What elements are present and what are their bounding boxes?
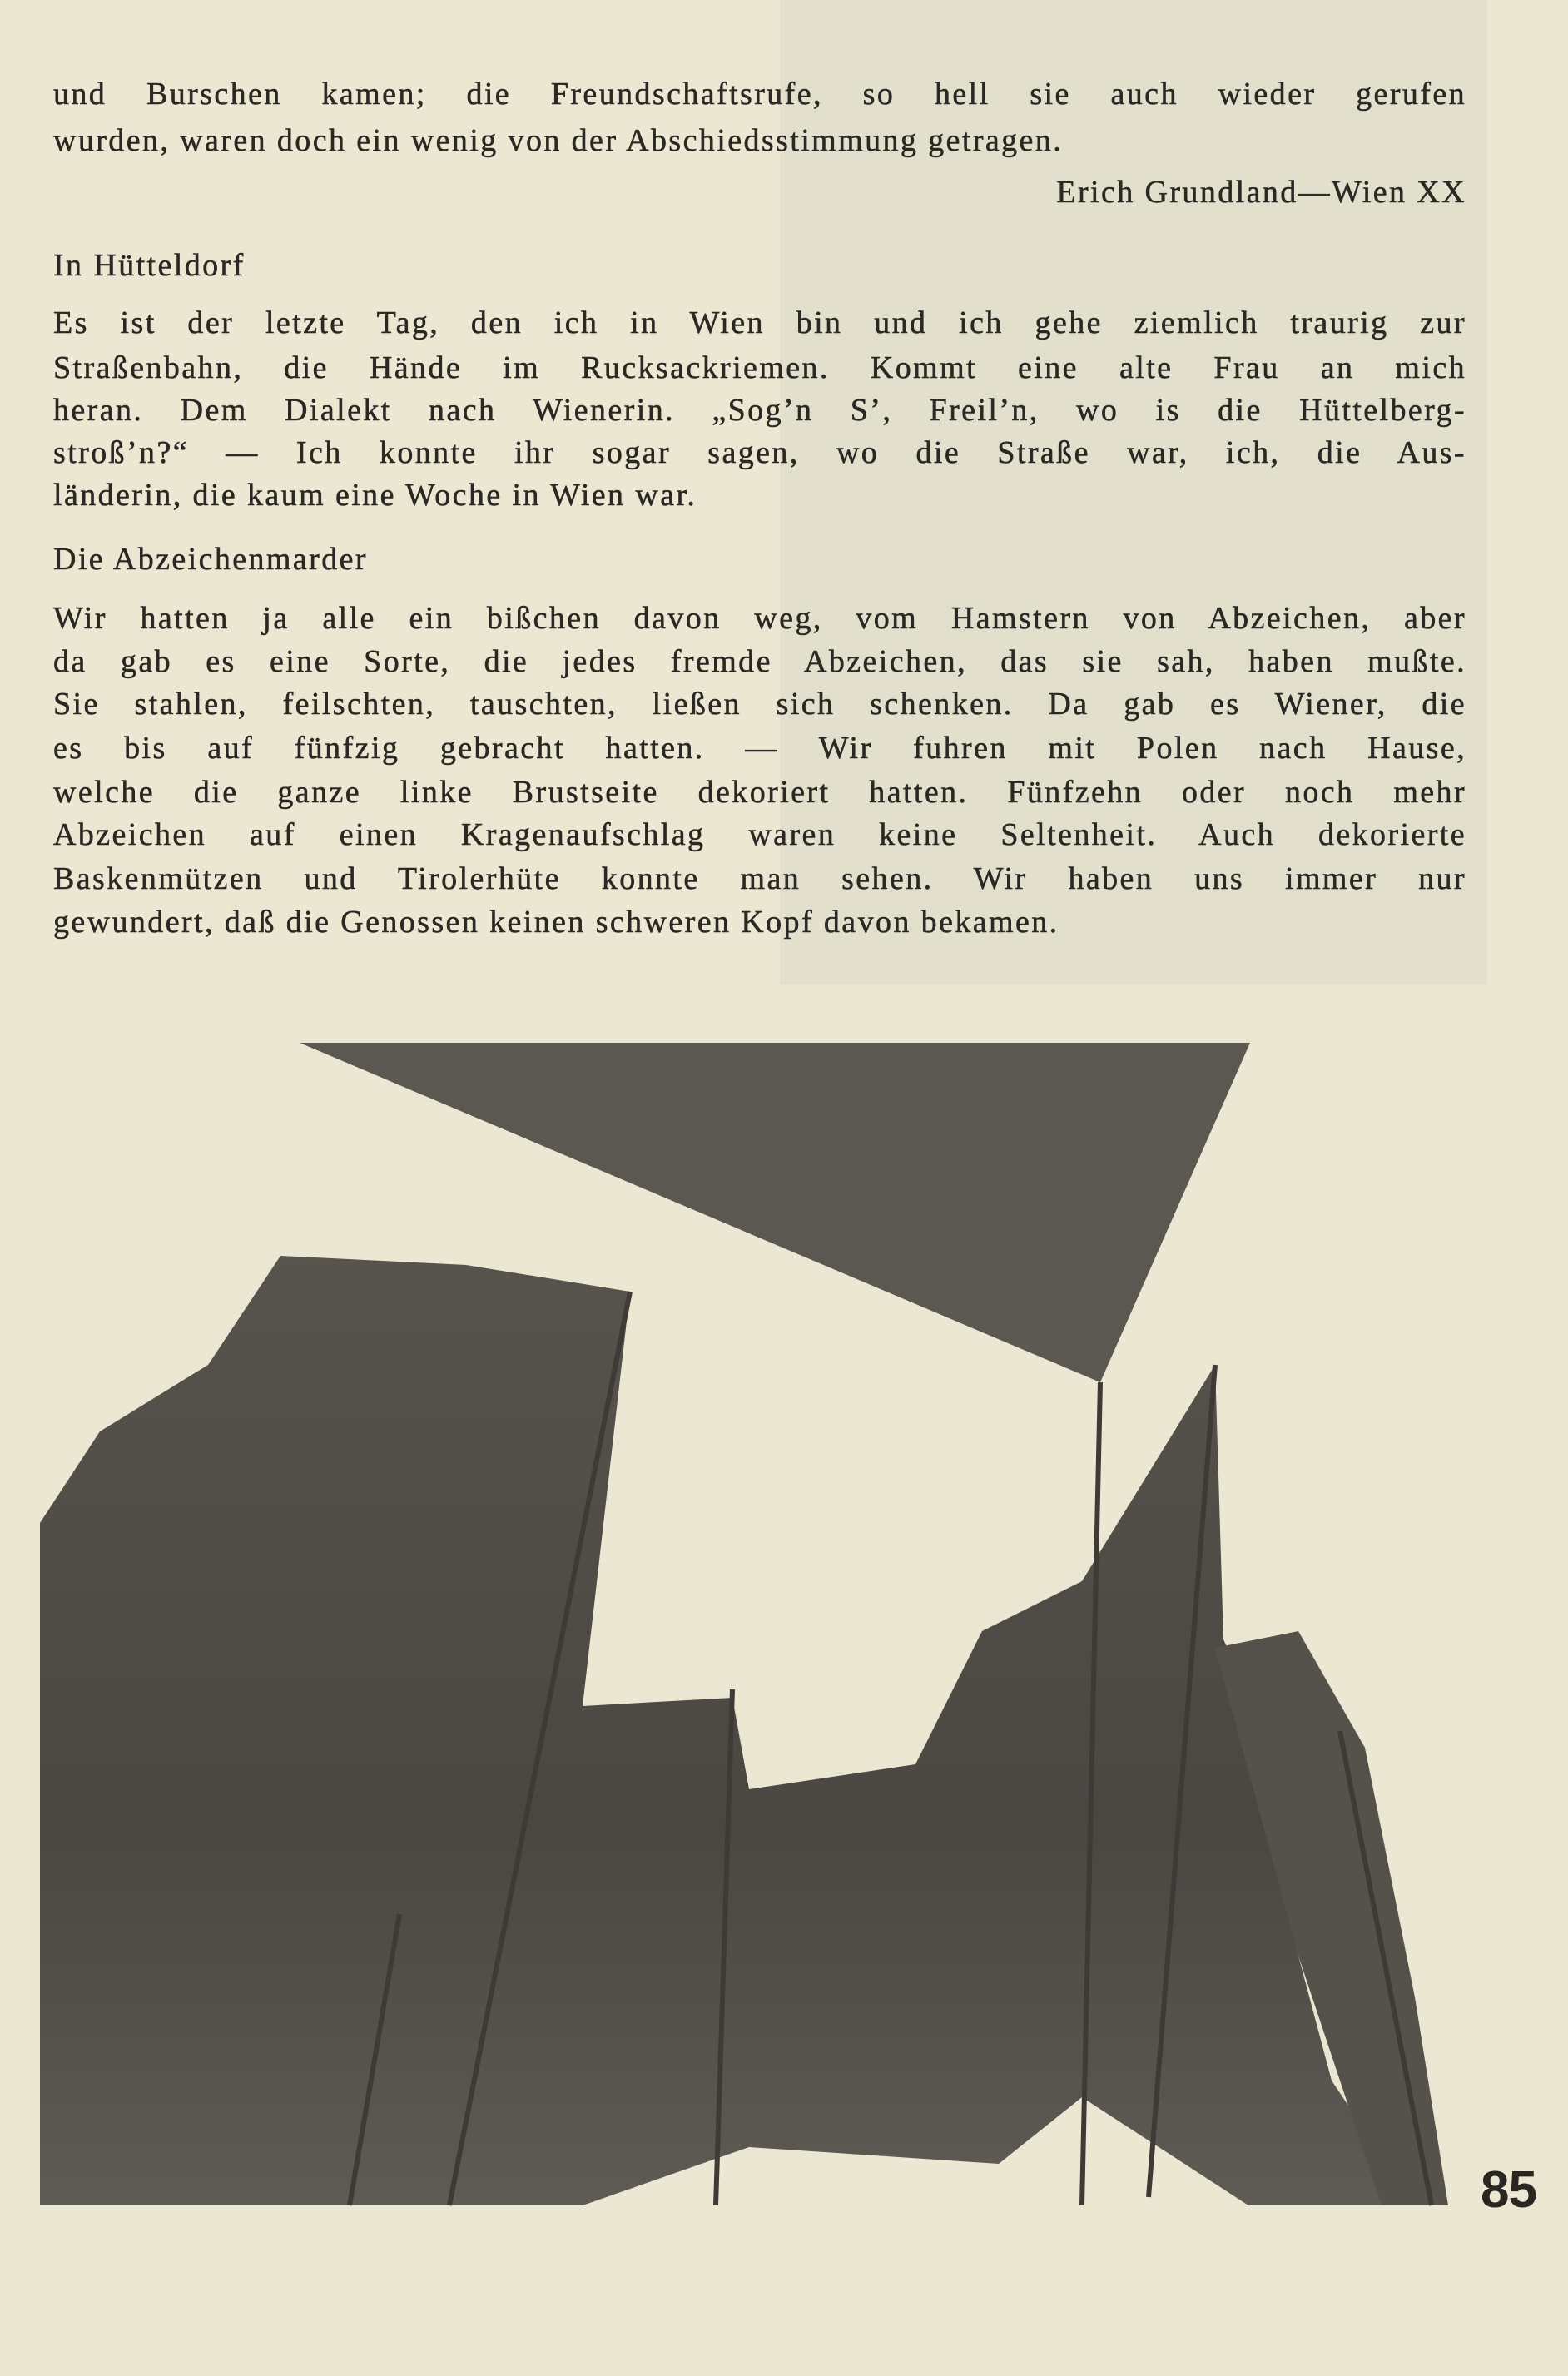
text-line: es bis auf fünfzig gebracht hatten. — Wir fuhren mit Polen nach Hause, [53,731,1466,766]
section-heading: Die Abzeichenmarder [53,542,368,577]
text-line: da gab es eine Sorte, die jedes fremde Abzeichen, das sie sah, haben mußte. [53,644,1466,679]
text-line: welche die ganze linke Brustseite dekoriert hatten. Fünfzehn oder noch mehr [53,775,1466,810]
text-line: Baskenmützen und Tirolerhüte konnte man sehen. Wir haben uns immer nur [53,861,1466,896]
text-line: Sie stahlen, feilschten, tauschten, ließen sich schenken. Da gab es Wiener, die [53,687,1466,722]
text-line: Abzeichen auf einen Kragenaufschlag waren keine Seltenheit. Auch dekorierte [53,817,1466,852]
text-line: Straßenbahn, die Hände im Rucksackriemen. Kommt eine alte Frau an mich [53,350,1466,385]
text-line: stroß’n?“ — Ich konnte ihr sogar sagen, wo die Straße war, ich, die Aus- [53,435,1466,470]
text-line: heran. Dem Dialekt nach Wienerin. „Sog’n S’, Freil’n, wo is die Hüttelberg- [53,393,1466,428]
author-signature: Erich Grundland—Wien XX [1056,175,1466,210]
section-heading: In Hütteldorf [53,248,246,283]
text-line: wurden, waren doch ein wenig von der Abschiedsstimmung getragen. [53,123,1064,158]
flag-mass [40,1256,1415,2205]
text-line: länderin, die kaum eine Woche in Wien war. [53,478,697,513]
page-number: 85 [1481,2161,1536,2219]
text-line: und Burschen kamen; die Freundschaftsrufe, so hell sie auch wieder gerufen [53,77,1466,112]
text-line: Es ist der letzte Tag, den ich in Wien bin und ich gehe ziemlich traurig zur [53,305,1466,340]
text-line: gewundert, daß die Genossen keinen schweren Kopf davon bekamen. [53,905,1059,940]
text-line: Wir hatten ja alle ein bißchen davon weg, vom Hamstern von Abzeichen, aber [53,601,1466,636]
